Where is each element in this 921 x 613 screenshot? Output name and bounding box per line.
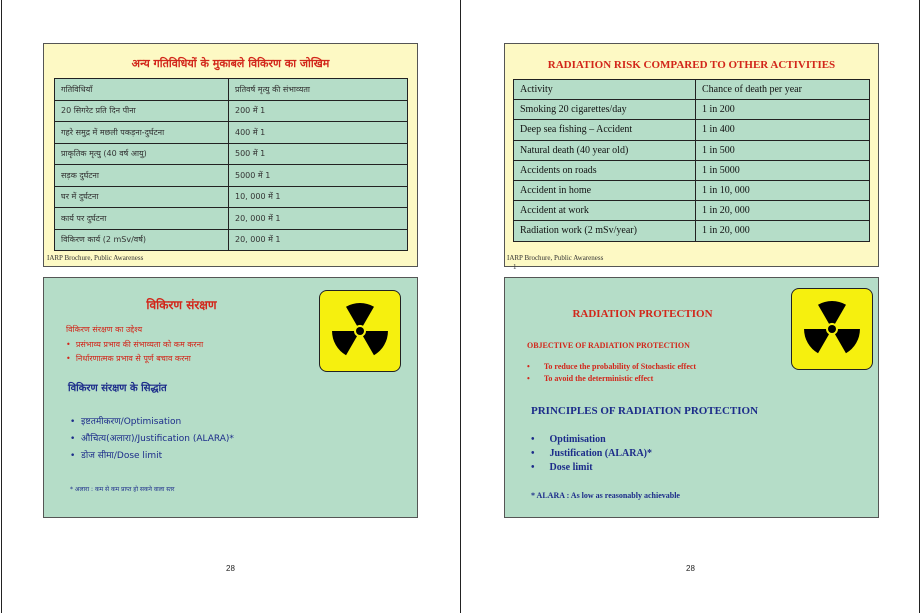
table-header-cell: Activity (514, 80, 696, 100)
english-risk-source: IARP Brochure, Public Awareness (507, 254, 604, 262)
table-header-cell: Chance of death per year (696, 80, 870, 100)
risk-cell: 200 में 1 (229, 100, 408, 122)
activity-cell: Accident in home (514, 180, 696, 200)
table-row (514, 201, 870, 221)
hindi-objective-1: • प्रसंभाव्य प्रभाव की संभाव्यता को कम करना (66, 340, 204, 349)
hindi-objective-heading: विकिरण संरक्षण का उद्देश्य (66, 325, 143, 334)
english-objective-1: • To reduce the probability of Stochastic effect (527, 362, 697, 371)
hindi-objective-2: • निर्धारणात्मक प्रभाव से पूर्ण बचाव करना (66, 354, 191, 363)
english-objective-heading: OBJECTIVE OF RADIATION PROTECTION (527, 341, 690, 350)
risk-cell: 500 में 1 (229, 143, 408, 165)
activity-cell: Smoking 20 cigarettes/day (514, 100, 696, 120)
table-row (55, 186, 408, 208)
activity-cell: घर में दुर्घटना (55, 186, 229, 208)
hindi-risk-source: IARP Brochure, Public Awareness (47, 254, 144, 262)
table-row (514, 120, 870, 140)
english-principle-2: • Justification (ALARA)* (531, 448, 653, 459)
table-row (55, 229, 408, 251)
bullet-icon: • (531, 462, 535, 473)
hindi-principle-1: • इष्टतमीकरण/Optimisation (70, 417, 182, 427)
bullet-icon: • (66, 340, 71, 349)
radiation-trefoil-icon (791, 288, 873, 370)
right-page-edge (919, 0, 920, 613)
activity-cell: Natural death (40 year old) (514, 140, 696, 160)
table-row (55, 165, 408, 187)
hindi-principle-3: • डोज सीमा/Dose limit (70, 451, 163, 461)
risk-cell: 20, 000 में 1 (229, 208, 408, 230)
activity-cell: गहरे समुद्र में मछली पकड़ना-दुर्घटना (55, 122, 229, 144)
english-risk-table (513, 79, 870, 242)
risk-cell: 1 in 5000 (696, 160, 870, 180)
hindi-principle-2: • औचित्य(अलारा)/Justification (ALARA)* (70, 434, 234, 444)
table-row (514, 100, 870, 120)
english-principle-3: • Dose limit (531, 462, 593, 473)
radiation-trefoil-icon (319, 290, 401, 372)
bullet-icon: • (527, 374, 530, 383)
bullet-icon: • (66, 354, 71, 363)
risk-cell: 1 in 20, 000 (696, 221, 870, 241)
table-header-row (55, 79, 408, 101)
table-row (55, 100, 408, 122)
risk-cell: 1 in 500 (696, 140, 870, 160)
hindi-principles-heading: विकिरण संरक्षण के सिद्धांत (68, 383, 167, 394)
risk-cell: 1 in 200 (696, 100, 870, 120)
table-row (55, 208, 408, 230)
table-header-row (514, 80, 870, 100)
activity-cell: Accident at work (514, 201, 696, 221)
activity-cell: सड़क दुर्घटना (55, 165, 229, 187)
risk-cell: 10, 000 में 1 (229, 186, 408, 208)
risk-cell: 20, 000 में 1 (229, 229, 408, 251)
english-risk-title: RADIATION RISK COMPARED TO OTHER ACTIVITIES (547, 59, 836, 71)
activity-cell: विकिरण कार्य (2 mSv/वर्ष) (55, 229, 229, 251)
table-header-cell: प्रतिवर्ष मृत्यु की संभाव्यता (229, 79, 408, 101)
table-row (55, 122, 408, 144)
stray-mark: 1 (513, 263, 517, 271)
left-page-edge (1, 0, 2, 613)
left-page-number: 28 (226, 564, 235, 573)
english-risk-slide (504, 43, 879, 271)
english-principle-1: • Optimisation (531, 434, 606, 445)
page-divider (460, 0, 461, 613)
table-row (55, 143, 408, 165)
risk-cell: 400 में 1 (229, 122, 408, 144)
activity-cell: Radiation work (2 mSv/year) (514, 221, 696, 241)
risk-cell: 1 in 400 (696, 120, 870, 140)
table-header-cell: गतिविधियाँ (55, 79, 229, 101)
bullet-icon: • (70, 434, 76, 444)
hindi-protection-title: विकिरण संरक्षण (146, 298, 217, 312)
activity-cell: कार्य पर दुर्घटना (55, 208, 229, 230)
table-row (514, 180, 870, 200)
risk-cell: 5000 में 1 (229, 165, 408, 187)
risk-cell: 1 in 10, 000 (696, 180, 870, 200)
hindi-footnote: * अलारा : कम से कम प्राप्त हो सकने वाला स्तर (70, 486, 175, 493)
table-row (514, 140, 870, 160)
table-row (514, 160, 870, 180)
right-page-number: 28 (686, 564, 695, 573)
activity-cell: प्राकृतिक मृत्यु (40 वर्ष आयु) (55, 143, 229, 165)
hindi-risk-title: अन्य गतिविधियों के मुकाबले विकिरण का जोखिम (131, 57, 330, 70)
hindi-risk-table (54, 78, 408, 251)
activity-cell: 20 सिगरेट प्रति दिन पीना (55, 100, 229, 122)
hindi-risk-slide (43, 43, 418, 267)
bullet-icon: • (70, 451, 76, 461)
risk-cell: 1 in 20, 000 (696, 201, 870, 221)
bullet-icon: • (70, 417, 76, 427)
english-objective-2: • To avoid the deterministic effect (527, 374, 654, 383)
english-protection-slide (504, 277, 879, 518)
table-row (514, 221, 870, 241)
english-principles-heading: PRINCIPLES OF RADIATION PROTECTION (531, 405, 759, 417)
activity-cell: Accidents on roads (514, 160, 696, 180)
english-protection-title: RADIATION PROTECTION (572, 308, 713, 320)
activity-cell: Deep sea fishing – Accident (514, 120, 696, 140)
bullet-icon: • (531, 434, 535, 445)
hindi-protection-slide (43, 277, 418, 518)
english-footnote: * ALARA : As low as reasonably achievable (531, 491, 680, 500)
bullet-icon: • (531, 448, 535, 459)
bullet-icon: • (527, 362, 530, 371)
